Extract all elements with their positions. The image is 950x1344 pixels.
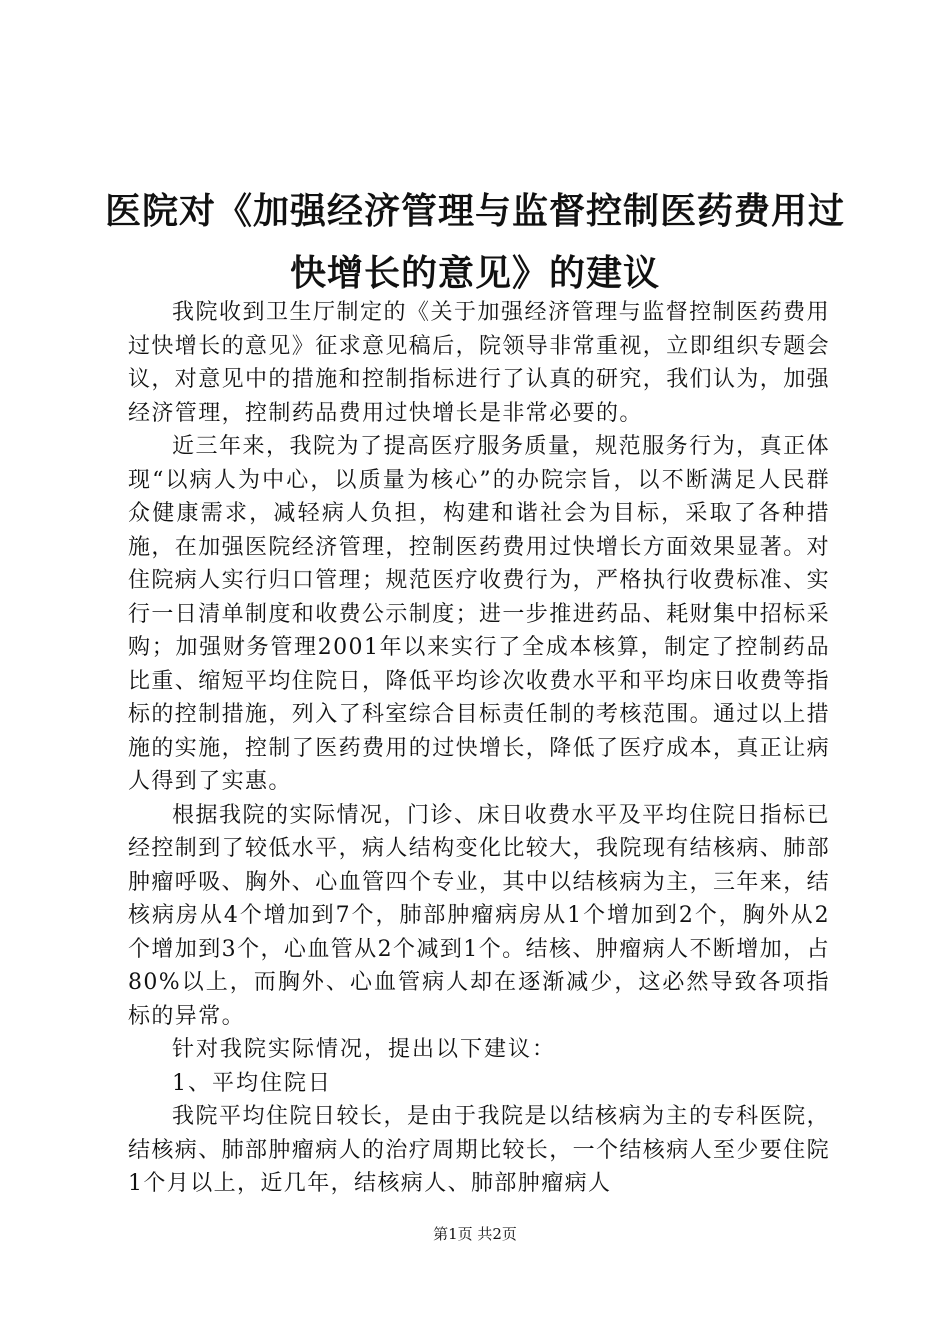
document-title: 医院对《加强经济管理与监督控制医药费用过快增长的意见》的建议 [104,190,845,294]
paragraph-average-stay: 我院平均住院日较长，是由于我院是以结核病为主的专科医院，结核病、肺部肿瘤病人的治疗周期比较长，一个结核病人至少要住院1个月以上，近几年，结核病人、肺部肿瘤病人 [128,1104,831,1196]
paragraph-intro: 我院收到卫生厅制定的《关于加强经济管理与监督控制医药费用过快增长的意见》征求意见稿后，院领导非常重视，立即组织专题会议，对意见中的措施和控制指标进行了认真的研究，我们认为，加强经济管理，控制药品费用过快增长是非常必要的。 [128,300,831,426]
document-body [128,296,830,1201]
section-heading-average-stay: 1、平均住院日 [172,1070,332,1096]
paragraph-measures: 近三年来，我院为了提高医疗服务质量，规范服务行为，真正体现“以病人为中心，以质量为核心”的办院宗旨，以不断满足人民群众健康需求，减轻病人负担，构建和谐社会为目标，采取了各种措施，在加强医院经济管理，控制医药费用过快增长方面效果显著。对住院病人实行归口管理；规范医疗收费行为，严格执行收费标准、实行一日清单制度和收费公示制度；进一步推进药品、耗财集中招标采购；加强财务管理2001年以来实行了全成本核算，制定了控制药品比重、缩短平均住院日，降低平均诊次收费水平和平均床日收费等指标的控制措施，列入了科室综合目标责任制的考核范围。通过以上措施的实施，控制了医药费用的过快增长，降低了医疗成本，真正让病人得到了实惠。 [128,434,831,794]
paragraph-situation: 根据我院的实际情况，门诊、床日收费水平及平均住院日指标已经控制到了较低水平，病人结构变化比较大，我院现有结核病、肺部肿瘤呼吸、胸外、心血管四个专业，其中以结核病为主，三年来，结核病房从4个增加到7个，肺部肿瘤病房从1个增加到2个，胸外从2个增加到3个，心血管从2个减到1个。结核、肿瘤病人不断增加，占80%以上，而胸外、心血管病人却在逐渐减少，这必然导致各项指标的异常。 [128,802,831,1029]
paragraph-suggestion-lead: 针对我院实际情况，提出以下建议： [172,1037,557,1062]
page-footer: 第1页 共2页 [433,1225,517,1243]
